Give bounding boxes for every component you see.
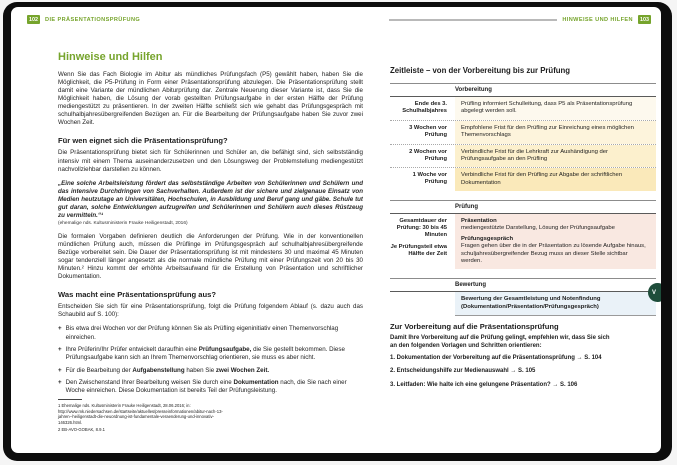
page-reference[interactable]: → S. 105 (510, 368, 536, 375)
list-item (58, 325, 363, 341)
preparation-item-dokumentation[interactable] (390, 355, 656, 363)
section-who-text: Die Präsentationsprüfung bietet sich für Schülerinnen und Schüler an, die befähigt sind, sich selbstständig intensiv mit einem Thema auseinanderzusetzen und den Lösungsweg der Problemstellung mediengestützt nachvollziehbar darstellen zu können. (58, 149, 363, 173)
running-header-right (389, 15, 651, 24)
row-text: Verbindliche Frist für den Prüfling zur Abgabe der schriftlichen Dokumentation (455, 168, 656, 191)
page-number-right: 103 (640, 16, 649, 23)
bewertung-line2: (Dokumentation/Präsentation/Prüfungsgespräch) (461, 303, 599, 310)
book-spread (11, 7, 661, 453)
section-what-intro: Entscheiden Sie sich für eine Präsentationsprüfung, folgt die Prüfung folgendem Ablauf (s. dazu auch das Schaubild auf S. 100): (58, 303, 363, 319)
chapter-tab-label: V (652, 289, 657, 296)
footnotes (58, 399, 233, 434)
plus-bullet-icon: + (58, 366, 62, 374)
list-item (58, 367, 363, 375)
timeline-section-bewertung: Bewertung (390, 278, 656, 292)
row-time: 2 Wochen vor Prüfung (409, 148, 447, 162)
preparation-item-medienauswahl[interactable] (390, 368, 656, 376)
exam-duration-split: Je Prüfungsteil etwa Hälfte der Zeit (390, 243, 447, 257)
page-number-left: 102 (29, 16, 38, 23)
section-heading-what: Was macht eine Präsentationsprüfung aus? (58, 290, 216, 300)
plus-bullet-icon: + (58, 325, 62, 333)
row-text: Empfohlene Frist für den Prüfling zur Einreichung eines möglichen Themenvorschlags (455, 121, 656, 144)
row-time (390, 214, 447, 269)
page-title: Hinweise und Hilfen (58, 51, 163, 63)
preparation-title: Zur Vorbereitung auf die Präsentationsprüfung (390, 322, 559, 331)
list-item-text: Ihre Prüferin/Ihr Prüfer entwickelt daraufhin eine Prüfungsaufgabe, die Sie gestellt bekommen. Diese Prüfungsaufgabe kann sich an Ihrem Themenvorschlag orientieren, sie muss es aber nicht. (65, 346, 345, 362)
exam-procedure-list (58, 325, 363, 399)
preparation-item-label: 2. Entscheidungshilfe zur Medienauswahl (390, 368, 509, 375)
timeline-section-pruefung: Prüfung (390, 200, 656, 214)
footnote-rule (58, 399, 82, 400)
intro-paragraph: Wenn Sie das Fach Biologie im Abitur als mündliches Prüfungsfach (P5) gewählt haben, haben Sie die Möglichkeit, die P5-Prüfung in Form einer Präsentationsprüfung abzulegen. Die Präsentationsprüfung stellt damit eine Variante der mündlichen Abiturprüfung dar. Zentrale Neuerung dieser Variante ist, dass Sie die Möglichkeit haben, die Lösung der vorab gestellten Prüfungsaufgabe in der ersten Hälfte der Prüfung mediengestützt zu präsentieren. In der zweiten Hälfte schließt sich wie gehabt das Prüfungsgespräch mit schulhalbjahresübergreifenden Bezügen an. Für die Bearbeitung der Prüfungsaufgabe haben Sie zuvor zwei Wochen Zeit. (58, 71, 363, 127)
list-item-text: Für die Bearbeitung der Aufgabenstellung haben Sie zwei Wochen Zeit. (65, 366, 270, 374)
vorbereitung-rows (390, 97, 656, 191)
quote-attribution: (ehemalige nds. Kultusministerin Frauke Heiligenstadt, 2016) (58, 220, 188, 226)
row-text: Verbindliche Frist für die Lehrkraft zur Aushändigung der Prüfungsaufgabe an den Prüfling (455, 145, 656, 168)
footnote-2: 2 EB-AVO-GOBAK, 8.9.1 (58, 427, 105, 433)
preparation-item-label: 3. Leitfaden: Wie halte ich eine gelungene Präsentation? (390, 381, 551, 388)
right-page (390, 66, 656, 333)
preparation-item-label: 1. Dokumentation der Vorbereitung auf die Präsentationsprüfung (390, 355, 575, 362)
row-text (455, 289, 657, 316)
pruefung-item1-text: mediengestützte Darstellung, Lösung der Prüfungsaufgabe (461, 225, 615, 232)
running-header-left (27, 15, 140, 24)
list-item-text: Bis etwa drei Wochen vor der Prüfung können Sie als Prüfling eigeninitiativ einen Themenvorschlag einreichen. (65, 325, 339, 341)
row-text: Prüfling informiert Schulleitung, dass P5 als Präsentationsprüfung abgelegt werden soll. (455, 97, 656, 120)
table-row (390, 144, 656, 168)
timeline-title: Zeitleiste – von der Vorbereitung bis zur Prüfung (390, 66, 571, 75)
running-header-left-label: DIE PRÄSENTATIONSPRÜFUNG (45, 16, 141, 23)
left-page (58, 51, 363, 399)
preparation-intro: Damit Ihre Vorbereitung auf die Prüfung gelingt, empfehlen wir, dass Sie sich an den folgenden Vorlagen und Schritten orientieren: (390, 335, 610, 350)
bewertung-line1: Bewertung der Gesamtleistung und Notenfindung (461, 296, 601, 303)
table-row (390, 214, 656, 269)
table-row (390, 167, 656, 191)
preparation-item-leitfaden[interactable] (390, 382, 656, 390)
table-row (390, 120, 656, 144)
plus-bullet-icon: + (58, 346, 62, 354)
preparation-list (390, 355, 656, 389)
timeline-table (390, 83, 656, 333)
plus-bullet-icon: + (58, 379, 62, 387)
list-item (58, 346, 363, 362)
timeline-section-vorbereitung: Vorbereitung (390, 83, 656, 97)
list-item (58, 379, 363, 395)
section-heading-who: Für wen eignet sich die Präsentationsprüfung? (58, 136, 228, 146)
chapter-tab-v[interactable] (648, 283, 661, 302)
table-row (390, 289, 657, 316)
formal-requirements-paragraph: Die formalen Vorgaben definieren deutlich die Anforderungen der Prüfung. Wie in der konventionellen mündlichen Prüfung auch, müssen die Prüflinge im Prüfungsgespräch auf schulhalbjahresübergreifende Bezüge vorbereitet sein. Die Dauer der Präsentationsprüfung ist mit mindestens 30 und maximal 45 Minuten sogar tendenziell länger angesetzt als die normale mündliche Prüfung mit einer Prüfungszeit von 20 bis 30 Minuten.² Hinzu kommt der erhöhte Arbeitsaufwand für die Erstellung von Präsentation und schriftlicher Dokumentation. (58, 232, 363, 281)
table-row (390, 97, 656, 120)
pruefung-item2-title: Prüfungsgespräch (461, 235, 514, 242)
exam-duration: Gesamtdauer der Prüfung: 30 bis 45 Minuten (396, 218, 447, 239)
pruefung-item2-text: Fragen gehen über die in der Präsentation zu lösende Aufgabe hinaus, schuljahresübergreifender Bezug muss an dieser Stelle sichtbar werden. (461, 243, 646, 264)
page-reference[interactable]: → S. 104 (576, 355, 602, 362)
row-text (455, 214, 656, 269)
row-time: 1 Woche vor Prüfung (412, 172, 447, 186)
preparation-section (390, 322, 656, 395)
row-time: Ende des 3. Schulhalbjahres (402, 101, 447, 115)
list-item-text: Den Zwischenstand Ihrer Bearbeitung weisen Sie durch eine Dokumentation nach, die Sie nach einer Woche einreichen. Diese Dokumentation ist bereits Teil der Prüfungsleistung. (65, 379, 347, 395)
pruefung-item1-title: Präsentation (461, 218, 497, 224)
row-time (390, 292, 447, 316)
row-time: 3 Wochen vor Prüfung (409, 124, 447, 138)
footnote-1: 1 Ehemalige nds. Kultusministerin Frauke Heiligenstadt, 28.06.2016; in: http://www.mk.niedersachsen.de/startseite/aktuelles/presseinformationen/abitur-nach-13-jahren--heiligenstadt-die-neuordnung-ist-fundamentale-veraenderung-und-innovativ-146326.html. (58, 403, 223, 426)
minister-quote: „Eine solche Arbeitsleistung fördert das selbstständige Arbeiten von Schülerinnen und Schülern und das intensive Durchdringen von Sachverhalten. Außerdem ist der sichere und zielgenaue Einsatz von Medien heutzutage an Universitäten, Hochschulen, in Ausbildung und Beruf gang und gäbe. Schule tut gut daran, solche Entwicklungen aufzugreifen und Schülerinnen und Schülern auch dieses Rüstzeug zu vermitteln.“¹ (58, 179, 363, 219)
running-header-right-label: HINWEISE UND HILFEN (562, 16, 633, 23)
page-reference[interactable]: → S. 106 (552, 381, 578, 388)
page-frame (3, 2, 672, 461)
header-rule (389, 19, 557, 21)
